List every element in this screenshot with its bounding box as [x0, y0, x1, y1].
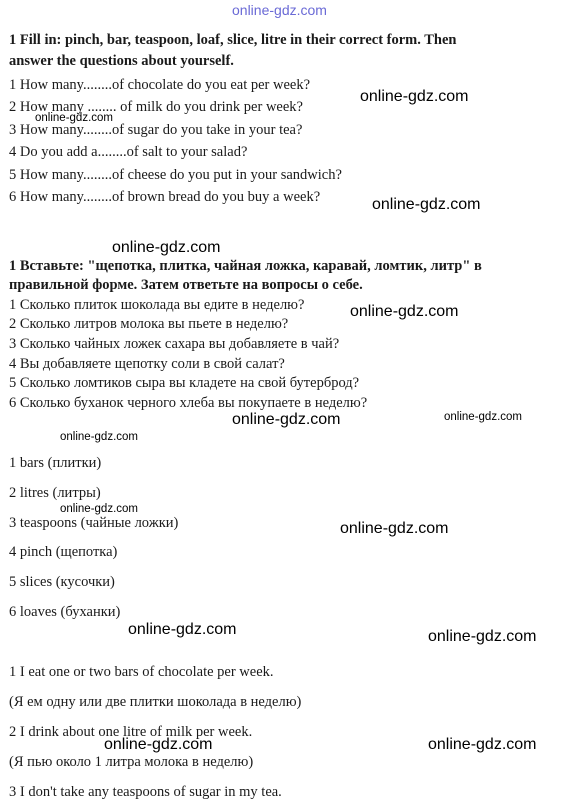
question-en-4: 4 Do you add a........of salt to your salad?: [9, 144, 248, 160]
question-ru-1: 1 Сколько плиток шоколада вы едите в неделю?: [9, 297, 305, 313]
sentence-2-en: 2 I drink about one litre of milk per week.: [9, 724, 253, 740]
answer-2: 2 litres (литры): [9, 485, 101, 501]
question-en-6: 6 How many........of brown bread do you buy a week?: [9, 189, 321, 205]
sentence-1-ru: (Я ем одну или две плитки шоколада в неделю): [9, 694, 302, 710]
watermark: online-gdz.com: [360, 88, 469, 105]
answer-1: 1 bars (плитки): [9, 455, 102, 471]
question-ru-4: 4 Вы добавляете щепотку соли в свой салат?: [9, 356, 285, 372]
question-ru-3: 3 Сколько чайных ложек сахара вы добавляете в чай?: [9, 336, 340, 352]
question-ru-2: 2 Сколько литров молока вы пьете в неделю?: [9, 316, 289, 332]
watermark: online-gdz.com: [350, 303, 459, 320]
question-en-5: 5 How many........of cheese do you put in your sandwich?: [9, 167, 342, 183]
task-heading-ru-line2: правильной форме. Затем ответьте на вопросы о себе.: [9, 277, 363, 293]
watermark: online-gdz.com: [428, 736, 537, 753]
watermark: online-gdz.com: [128, 621, 237, 638]
watermark: online-gdz.com: [35, 112, 113, 124]
watermark: online-gdz.com: [60, 431, 138, 443]
question-ru-6: 6 Сколько буханок черного хлеба вы покупаете в неделю?: [9, 395, 368, 411]
watermark: online-gdz.com: [232, 411, 341, 428]
watermark-top: online-gdz.com: [232, 2, 327, 18]
task-heading-ru-line1: 1 Вставьте: "щепотка, плитка, чайная ложка, каравай, ломтик, литр" в: [9, 258, 482, 274]
watermark: online-gdz.com: [104, 736, 213, 753]
answer-6: 6 loaves (буханки): [9, 604, 121, 620]
watermark: online-gdz.com: [340, 520, 449, 537]
watermark: online-gdz.com: [60, 503, 138, 515]
answer-4: 4 pinch (щепотка): [9, 544, 118, 560]
answer-3: 3 teaspoons (чайные ложки): [9, 515, 179, 531]
sentence-1-en: 1 I eat one or two bars of chocolate per week.: [9, 664, 274, 680]
question-ru-5: 5 Сколько ломтиков сыра вы кладете на свой бутерброд?: [9, 375, 360, 391]
watermark: online-gdz.com: [444, 411, 522, 423]
answer-5: 5 slices (кусочки): [9, 574, 115, 590]
watermark: online-gdz.com: [428, 628, 537, 645]
task-heading-en-line1: 1 Fill in: pinch, bar, teaspoon, loaf, slice, litre in their correct form. Then: [9, 32, 457, 48]
question-en-3: 3 How many........of sugar do you take in your tea?: [9, 122, 303, 138]
question-en-2: 2 How many ........ of milk do you drink per week?: [9, 99, 303, 115]
watermark: online-gdz.com: [372, 196, 481, 213]
task-heading-en-line2: answer the questions about yourself.: [9, 53, 234, 69]
sentence-3-en: 3 I don't take any teaspoons of sugar in my tea.: [9, 784, 282, 800]
sentence-2-ru: (Я пью около 1 литра молока в неделю): [9, 754, 254, 770]
watermark: online-gdz.com: [112, 239, 221, 256]
question-en-1: 1 How many........of chocolate do you eat per week?: [9, 77, 311, 93]
